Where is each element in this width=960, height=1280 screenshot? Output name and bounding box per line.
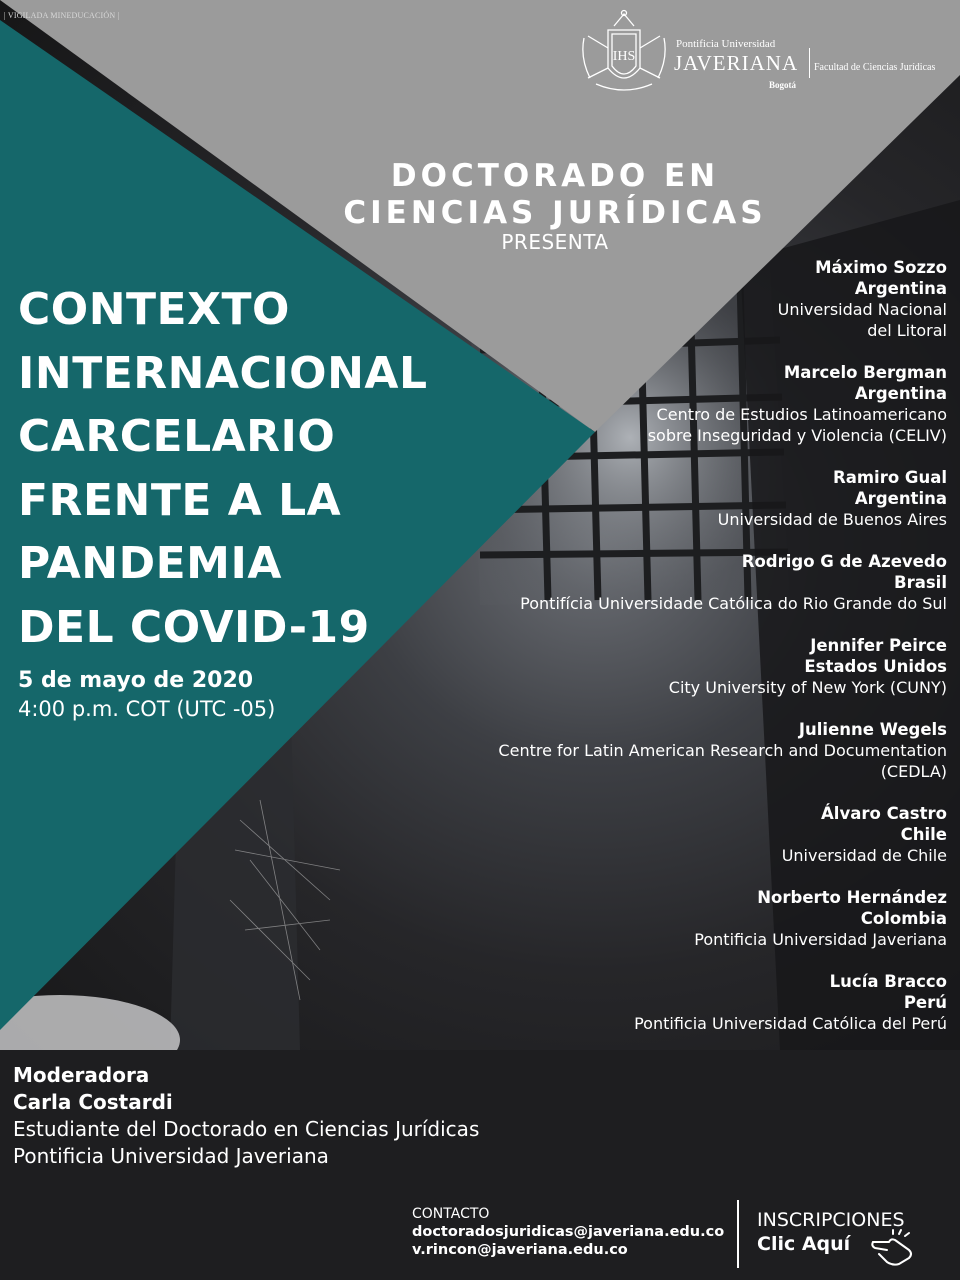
speaker-item	[427, 467, 947, 530]
presents-label: PRESENTA	[501, 230, 609, 254]
speaker-name: Máximo Sozzo	[815, 258, 947, 277]
event-date: 5 de mayo de 2020	[18, 668, 254, 693]
university-city: Bogotá	[769, 80, 796, 90]
speaker-item	[427, 362, 947, 446]
speaker-name: Marcelo Bergman	[783, 363, 947, 382]
speaker-item	[427, 551, 947, 614]
speaker-affiliation: Pontificia Universidad Católica del Perú	[634, 1014, 947, 1033]
registration-action: Clic Aquí	[757, 1233, 851, 1255]
speaker-item	[427, 257, 947, 341]
university-name-big: JAVERIANA	[674, 51, 799, 75]
speaker-affiliation: Pontificia Universidad Javeriana	[694, 930, 947, 949]
moderator-name: Carla Costardi	[13, 1090, 173, 1114]
accreditation-label: | VIGILADA MINEDUCACIÓN |	[4, 11, 120, 20]
logo-divider	[809, 48, 810, 78]
registration-label: INSCRIPCIONES	[757, 1209, 905, 1231]
program-heading	[330, 158, 780, 254]
title-line: DEL COVID-19	[18, 601, 370, 653]
contact-label: CONTACTO	[412, 1206, 490, 1222]
moderator-block	[13, 1062, 479, 1170]
speaker-affiliation: City University of New York (CUNY)	[668, 678, 947, 697]
speaker-country: Argentina	[854, 279, 947, 298]
speaker-affiliation: Universidad Nacional	[777, 300, 947, 319]
speaker-item	[427, 635, 947, 698]
program-line-1: DOCTORADO EN	[390, 158, 720, 194]
moderator-institution: Pontificia Universidad Javeriana	[13, 1144, 329, 1168]
program-line-2: CIENCIAS JURÍDICAS	[343, 195, 767, 231]
event-time: 4:00 p.m. COT (UTC -05)	[18, 697, 276, 721]
speaker-affiliation: (CEDLA)	[880, 762, 947, 781]
speaker-affiliation: sobre Inseguridad y Violencia (CELIV)	[647, 426, 947, 445]
faculty-name: Facultad de Ciencias Jurídicas	[814, 62, 936, 73]
speaker-name: Lucía Bracco	[829, 972, 947, 991]
university-logo	[578, 8, 948, 98]
speaker-country: Argentina	[854, 384, 947, 403]
speaker-item	[427, 803, 947, 866]
speaker-country: Perú	[903, 993, 947, 1012]
moderator-role: Moderadora	[13, 1063, 150, 1087]
title-line: FRENTE A LA	[18, 474, 342, 526]
speaker-item	[427, 971, 947, 1034]
title-line: INTERNACIONAL	[18, 347, 428, 399]
speaker-affiliation: Pontifícia Universidade Católica do Rio Grande do Sul	[520, 594, 947, 613]
speaker-country: Chile	[900, 825, 947, 844]
contact-email-link[interactable]: doctoradosjuridicas@javeriana.edu.co	[412, 1224, 725, 1240]
registration-button[interactable]	[757, 1208, 905, 1256]
speaker-name: Rodrigo G de Azevedo	[741, 552, 947, 571]
speaker-name: Ramiro Gual	[833, 468, 947, 487]
speaker-affiliation: Centre for Latin American Research and Documentation	[498, 741, 947, 760]
contact-email-link[interactable]: v.rincon@javeriana.edu.co	[412, 1242, 628, 1258]
title-line: CONTEXTO	[18, 284, 290, 335]
footer-divider	[737, 1200, 739, 1268]
speaker-name: Julienne Wegels	[798, 720, 947, 739]
speaker-name: Norberto Hernández	[757, 888, 947, 907]
speaker-country: Colombia	[860, 909, 947, 928]
contact-block	[412, 1205, 724, 1259]
speaker-name: Álvaro Castro	[821, 804, 947, 823]
speaker-country: Argentina	[854, 489, 947, 508]
pointing-hand-icon	[869, 1228, 917, 1268]
speaker-affiliation: Centro de Estudios Latinoamericano	[656, 405, 947, 424]
speaker-affiliation: Universidad de Chile	[781, 846, 947, 865]
svg-text:IHS: IHS	[612, 49, 636, 64]
speaker-list	[427, 257, 947, 1055]
university-crest-icon	[578, 8, 670, 98]
speaker-country: Estados Unidos	[804, 657, 947, 676]
speaker-item	[427, 719, 947, 782]
moderator-affiliation: Estudiante del Doctorado en Ciencias Jurídicas	[13, 1117, 480, 1141]
speaker-name: Jennifer Peirce	[810, 636, 947, 655]
speaker-country: Brasil	[894, 573, 947, 592]
speaker-affiliation: del Litoral	[867, 321, 947, 340]
title-line: CARCELARIO	[18, 411, 336, 462]
title-line: PANDEMIA	[18, 538, 282, 589]
speaker-affiliation: Universidad de Buenos Aires	[717, 510, 947, 529]
university-name-small: Pontificia Universidad	[676, 38, 776, 50]
speaker-item	[427, 887, 947, 950]
